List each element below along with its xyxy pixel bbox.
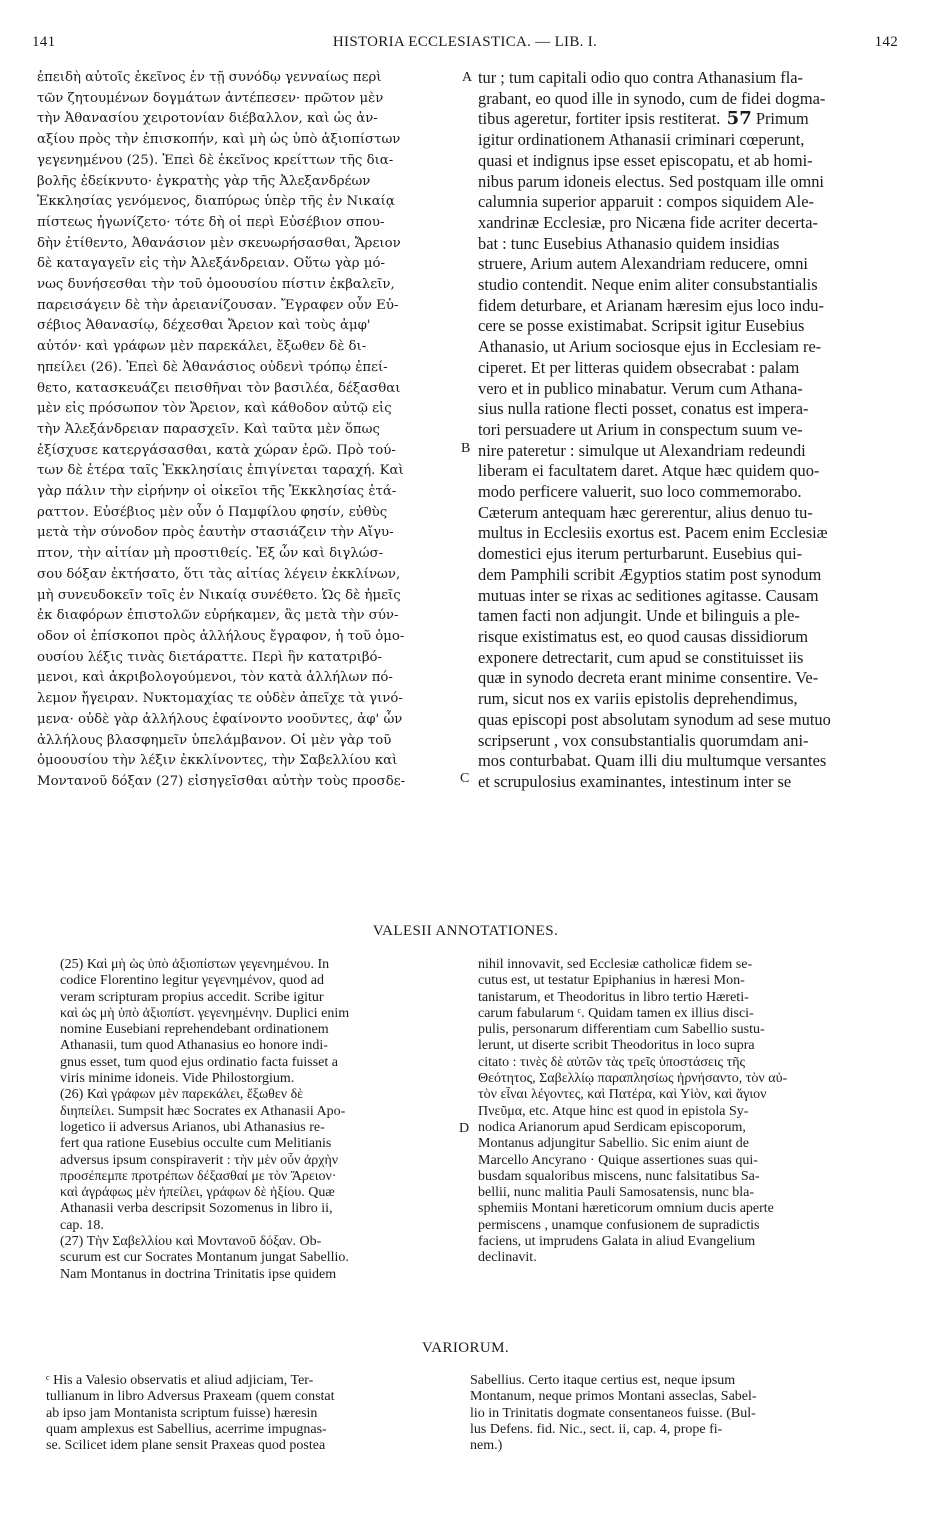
latin-text-line: Cæterum antequam hæc gererentur, alius denuo tu- [478, 502, 813, 522]
annotation-line: cutus est, ut testatur Epiphanius in hæresi Mon- [478, 973, 745, 989]
greek-text-line: ουσίου λέξις τινὰς διετάραττε. Περὶ ἣν κατατριβό- [37, 649, 383, 665]
annotation-line: veram scripturam propius accedit. Scribe igitur [60, 989, 324, 1005]
greek-text-line: ηπείλει (26). Ἐπεὶ δὲ Ἀθανάσιος οὐδενὶ τρόπῳ ἐπεί- [37, 359, 388, 375]
greek-text-line: ραττον. Εὐσέβιος μὲν οὖν ὁ Παμφίλου φησίν, εὐθὺς [37, 504, 388, 520]
latin-text-line: tibus ageretur, fortiter ipsis restiterat. 57 Primum [478, 109, 809, 130]
annotations-right-column [478, 957, 898, 1267]
latin-text-line: cere se posse existimabat. Scripsit igitur Eusebius [478, 316, 805, 336]
greek-text-line: νως δυνήσεσθαι τὴν τοῦ ὁμοουσίου πίστιν ἐκβαλεῖν, [37, 277, 395, 293]
annotation-line: busdam squaloribus miscens, nunc falsitatibus Sa- [478, 1168, 760, 1184]
annotation-line: Θεότητος, Σαβελλίῳ παραπλησίως ἠρνήσαντο, τὸν αὐ- [478, 1071, 788, 1087]
latin-text-line: tur ; tum capitali odio quo contra Athanasium fla- [478, 68, 804, 87]
latin-text-line: quæ in synodo decreta erant minime consentire. Ve- [478, 668, 819, 688]
greek-text-line: γεγενημένου (25). Ἐπεὶ δὲ ἐκεῖνος κρείττων τῆς δια- [37, 152, 394, 168]
annotation-line: tanistarum, et Theodoritus in libro tertio Hæreti- [478, 989, 749, 1005]
annotation-line: (26) Καὶ γράφων μὲν παρεκάλει, ἔξωθεν δὲ [60, 1087, 304, 1103]
latin-text-line: scripserunt , vox consubstantialis quorumdam ani- [478, 730, 809, 750]
annotation-line: scurum est cur Socrates Montanum jungat Sabellio. [60, 1250, 349, 1266]
greek-text-line: αξίου πρὸς τὴν ἐπισκοπήν, καὶ μὴ ὡς ὑπὸ ἀξιοπίστων [37, 132, 401, 148]
page-number-right: 142 [874, 34, 898, 50]
annotation-line: carum fabularum ᶜ. Quidam tamen ex illius disci- [478, 1005, 754, 1021]
variorum-line: nem.) [470, 1438, 503, 1454]
greek-text-line: μενοι, καὶ ἀκριβολογούμενοι, τὸν κατὰ ἀλλήλων πό- [37, 670, 393, 686]
margin-marker-b: B [461, 441, 471, 456]
annotation-line: καὶ ὡς μὴ ὑπὸ ἀξιοπίστ. γεγενημένην. Duplici enim [60, 1005, 350, 1021]
latin-text-line: nibus parum idoneis electus. Sed postquam ille omni [478, 171, 824, 191]
greek-text-line: θετο, κατασκευάζει πεισθῆναι τὸν βασιλέα, δέξασθαι [37, 380, 401, 396]
latin-text-line: sius nulla ratione flecti posset, conatus est impera- [478, 399, 809, 419]
greek-text-column [37, 68, 457, 793]
greek-text-line: ἀλλήλους βλασφημεῖν ὑπελάμβανον. Οἱ μὲν γὰρ τοῦ [37, 732, 392, 748]
variorum-left-column [46, 1373, 456, 1454]
annotation-line: gnus esset, tum quod ejus ordinatio facta fuisset a [60, 1054, 338, 1070]
annotation-line: Πνεῦμα, etc. Atque hinc est quod in epistola Sy- [478, 1103, 749, 1119]
greek-text-line: μενα· οὐδὲ γὰρ ἀλλήλους ἐφαίνοντο νοοῦντες, ἀφ' ὧν [37, 711, 403, 727]
greek-text-line: πτον, τὴν αἰτίαν μὴ προστιθείς. Ἐξ ὧν καὶ διγλώσ- [37, 546, 384, 562]
variorum-line: lus Defens. fid. Nic., sect. ii, cap. 4, prope fi- [470, 1421, 723, 1437]
margin-marker-a: A [462, 70, 473, 85]
greek-text-line: ἐπειδὴ αὐτοῖς ἐκεῖνος ἐν τῇ συνόδῳ γενναίως περὶ [37, 70, 382, 85]
annotations-left-column [60, 957, 456, 1283]
latin-text-line: mos conturbabat. Quam illi diu multumque versantes [478, 751, 827, 771]
greek-text-line: οδον οἱ ἐπίσκοποι πρὸς ἀλλήλους ἔγραφον, ἡ τοῦ ὁμο- [37, 628, 405, 644]
latin-text-line: mutuas inter se rixas ac seditiones agitasse. Causam [478, 585, 819, 605]
variorum-heading: VARIORUM. [421, 1340, 510, 1356]
annotation-line: declinavit. [478, 1250, 537, 1266]
annotation-line: Nam Montanus in doctrina Trinitatis ipse quidem [60, 1266, 337, 1282]
annotation-line: sphemiis Montani hæreticorum omnium ducis aperte [478, 1201, 774, 1217]
greek-text-line: τὴν Ἀλεξάνδρειαν παρασχεῖν. Καὶ ταῦτα μὲν ὅπως [37, 421, 380, 437]
greek-text-line: δὲ καταγαγεῖν εἰς τὴν Ἀλεξάνδρειαν. Οὕτω γὰρ μό- [37, 256, 385, 272]
variorum-line: se. Scilicet idem plane sensit Praxeas quod postea [46, 1438, 326, 1454]
latin-text-line: ciperet. Et per litteras quidem obsecrabat : palam [478, 357, 800, 377]
running-header [32, 34, 898, 56]
annotation-line: nodica Arianorum apud Serdicam episcoporum, [478, 1119, 746, 1135]
greek-text-line: σου δόξαν ἐκτήσατο, ὅτι τὰς αἰτίας λέγειν ἐκκλίνων, [37, 566, 401, 582]
greek-text-line: ὁμοουσίου τὴν λέξιν ἐκκλίνοντες, τὴν Σαβελλίου καὶ [37, 753, 398, 769]
greek-text-line: ἐξίσχυσε κατεργάσασθαι, κατὰ χώραν ἐρῶ. Πρὸ τού- [37, 442, 396, 458]
latin-text-line: grabant, eo quod ille in synodo, cum de fidei dogma- [478, 88, 826, 108]
latin-text-line: dem Pamphili scribit Ægyptios statim post synodum [478, 564, 822, 584]
greek-text-line: των δὲ ἑτέρα ταῖς Ἐκκλησίαις ἐπιγίνεται ταραχή. Καὶ [37, 463, 404, 479]
variorum-line: Sabellius. Certo itaque certius est, neque ipsum [470, 1373, 736, 1388]
latin-text-line: Athanasio, ut Arium sociosque ejus in Ecclesiam re- [478, 337, 822, 357]
annotation-line: (27) Τὴν Σαβελλίου καὶ Μοντανοῦ δόξαν. Ob- [60, 1234, 322, 1250]
annotation-line: citato : τινὲς δὲ αὐτῶν τὰς τρεῖς ὑποστάσεις τῆς [478, 1054, 746, 1070]
greek-text-line: σέβιος Ἀθανασίῳ, δέχεσθαι Ἄρειον καὶ τοὺς ἀμφ' [37, 318, 371, 334]
annotation-line: bellii, nunc malitia Pauli Samosatensis, nunc bla- [478, 1185, 755, 1201]
variorum-line: Montanum, neque primos Montani asseclas, Sabel- [470, 1389, 757, 1405]
greek-text-line: μετὰ τὴν σύνοδον πρὸς ἑαυτὴν στασιάζειν τὴν Αἴγυ- [37, 525, 394, 541]
latin-text-line: xandrinæ Ecclesiæ, pro Nicæna fide acriter decerta- [478, 212, 818, 232]
annotation-line: permiscens , unamque confusionem de supradictis [478, 1217, 760, 1233]
latin-text-line: studio contendit. Neque enim aliter consubstantialis [478, 275, 818, 295]
greek-text-line: πίστεως ἠγωνίζετο· τότε δὴ οἱ περὶ Εὐσέβιον σπου- [37, 214, 385, 230]
greek-text-line: τὴν Ἀθανασίου χειροτονίαν διέβαλλον, καὶ ὡς ἀν- [37, 111, 378, 127]
annotation-line: lerunt, ut diserte scribit Theodoritus in loco supra [478, 1038, 755, 1054]
annotation-line: (25) Καὶ μὴ ὡς ὑπὸ ἀξιοπίστων γεγενημένου. In [60, 957, 330, 972]
annotation-line: nomine Eusebiani reprehendebant ordinationem [60, 1022, 329, 1038]
page-number-left: 141 [32, 34, 56, 50]
annotation-line: προσέπεμπε προτρέπων δέξασθαί με τὸν Ἄρειον· [60, 1168, 337, 1184]
latin-text-line: igitur ordinationem Athanasii criminari cœperunt, [478, 130, 805, 150]
greek-text-line: παρεισάγειν δὲ τὴν ἀρειανίζουσαν. Ἔγραφεν οὖν Εὐ- [37, 297, 399, 313]
greek-text-line: αὐτόν· καὶ γράφων μὲν παρεκάλει, ἔξωθεν δὲ δι- [37, 339, 367, 355]
latin-text-line: quasi et indignus ipse esset episcopatu, et ab homi- [478, 150, 813, 170]
annotation-line: τὸν εἶναι λέγοντες, καὶ Πατέρα, καὶ Υἱὸν, καὶ ἅγιον [478, 1087, 767, 1103]
latin-text-line: multus in Ecclesiis exortus est. Pacem enim Ecclesiæ [478, 523, 828, 543]
annotations-heading: VALESII ANNOTATIONES. [372, 923, 559, 939]
latin-text-line: nire pateretur : simulque ut Alexandriam redeundi [478, 440, 806, 460]
annotation-line: adversus ipsum conspiraverit : τὴν μὲν οὖν ἀρχὴν [60, 1152, 339, 1168]
annotation-line: faciens, ut imprudens Galata in aliud Evangelium [478, 1234, 756, 1250]
annotation-line: διηπείλει. Sumpsit hæc Socrates ex Athanasii Apo- [60, 1103, 346, 1119]
margin-marker-d: D [459, 1121, 470, 1136]
annotation-line: cap. 18. [60, 1217, 104, 1233]
latin-text-line: vero et in publico minabatur. Verum cum Athana- [478, 378, 803, 398]
greek-text-line: μὴ συνευδοκεῖν τοῖς ἐν Νικαίᾳ συνέθετο. Ὡς δὲ ἡμεῖς [37, 587, 401, 603]
greek-text-line: βολῆς ἐδείκνυτο· ἐγκρατὴς γὰρ τῆς Ἀλεξανδρέων [37, 173, 371, 189]
latin-text-line: et scrupulosius examinantes, intestinum inter se [478, 771, 792, 791]
greek-text-line: γὰρ πάλιν τὴν εἰρήνην οἱ οἰκεῖοι τῆς Ἐκκλησίας ἐτά- [37, 484, 397, 500]
section-number: 57 [720, 109, 752, 130]
latin-text-line: tamen facti non adjungit. Unde et bilinguis a ple- [478, 606, 800, 626]
running-title: HISTORIA ECCLESIASTICA. — LIB. I. [332, 34, 598, 50]
annotation-line: Athanasii, tum quod Athanasius eo honore indi- [60, 1038, 328, 1054]
annotation-line: Montanus adjungitur Sabellio. Sic enim aiunt de [478, 1136, 750, 1152]
latin-text-line: exponere detrectarit, cum apud se constituisset iis [478, 647, 804, 667]
latin-text-line: struere, Arium autem Alexandriam reducere, omni [478, 254, 808, 274]
greek-text-line: Ἐκκλησίας γενόμενος, διαπύρως ὑπὲρ τῆς ἐν Νικαίᾳ [37, 194, 395, 210]
annotation-line: nihil innovavit, sed Ecclesiæ catholicæ fidem se- [478, 957, 753, 972]
latin-text-line: quas episcopi post absolutam synodum ad sese mutuo [478, 709, 831, 729]
greek-text-line: δὴν ἐτίθεντο, Ἀθανάσιον μὲν σκευωρήσασθαι, Ἄρειον [37, 235, 401, 251]
section-number-continuation: Primum [751, 109, 809, 129]
variorum-line: lio in Trinitatis dogmate consentaneos fuisse. (Bul- [470, 1405, 756, 1421]
latin-text-line: fidem deturbare, et Arianam hæresim ejus loco indu- [478, 295, 824, 315]
annotation-line: logetico ii adversus Arianos, ubi Athanasius re- [60, 1119, 325, 1135]
annotation-line: codice Florentino legitur γεγενημένον, quod ad [60, 973, 324, 989]
latin-text-line: rum, sicut nos ex variis epistolis deprehendimus, [478, 689, 798, 709]
latin-text-line: liberam ei facultatem daret. Atque hæc quidem quo- [478, 461, 820, 481]
margin-marker-c: C [460, 771, 470, 786]
variorum-line: ᶜ His a Valesio observatis et aliud adjiciam, Ter- [46, 1373, 314, 1388]
latin-text-line: bat : tunc Eusebius Athanasio quidem insidias [478, 233, 780, 253]
latin-text-column [478, 68, 898, 793]
latin-text-line: calumnia superior apparuit : compos siquidem Ale- [478, 192, 814, 212]
annotation-line: Athanasii verba descripsit Sozomenus in libro ii, [60, 1201, 333, 1217]
greek-text-line: μὲν εἰς πρόσωπον τὸν Ἄρειον, καὶ κάθοδον αὐτῷ εἰς [37, 401, 392, 417]
annotation-line: pulis, personarum differentiam cum Sabellio sustu- [478, 1022, 765, 1038]
variorum-line: quam amplexus est Sabellius, acerrime impugnas- [46, 1421, 327, 1437]
greek-text-line: ἐκ διαφόρων ἐπιστολῶν εὑρήκαμεν, ἃς μετὰ τὴν σύν- [37, 608, 399, 624]
latin-text-line: domestici ejus iterum perturbarunt. Eusebius qui- [478, 544, 803, 564]
annotation-line: καὶ ἀγράφως μὲν ἠπείλει, γράφων δὲ ἠξίου. Quæ [60, 1185, 335, 1201]
latin-text-line: risque existimatus est, eo quod causas dissidiorum [478, 626, 809, 646]
annotation-line: Marcello Ancyrano · Quique assertiones suas qui- [478, 1152, 758, 1168]
variorum-line: tullianum in libro Adversus Praxeam (quem constat [46, 1389, 335, 1405]
variorum-line: ab ipso jam Montanista scriptum fuisse) hæresin [46, 1405, 318, 1421]
latin-text-line: tori persuadere ut Arium in conspectum suum ve- [478, 419, 803, 439]
latin-text-line: modo perficere valuerit, suo loco commemorabo. [478, 482, 802, 502]
greek-text-line: Μοντανοῦ δόξαν (27) εἰσηγεῖσθαι αὐτὴν τοὺς προσδε- [37, 773, 406, 789]
annotation-line: fert qua ratione Eusebius occulte cum Melitianis [60, 1136, 332, 1152]
variorum-right-column [470, 1373, 898, 1454]
greek-text-line: λεμον ἤγειραν. Νυκτομαχίας τε οὐδὲν ἀπεῖχε τὰ γινό- [37, 691, 403, 707]
annotation-line: viris minime idoneis. Vide Philostorgium. [60, 1071, 295, 1087]
greek-text-line: τῶν ζητουμένων δογμάτων ἀντέπεσεν· πρῶτον μὲν [37, 90, 384, 106]
